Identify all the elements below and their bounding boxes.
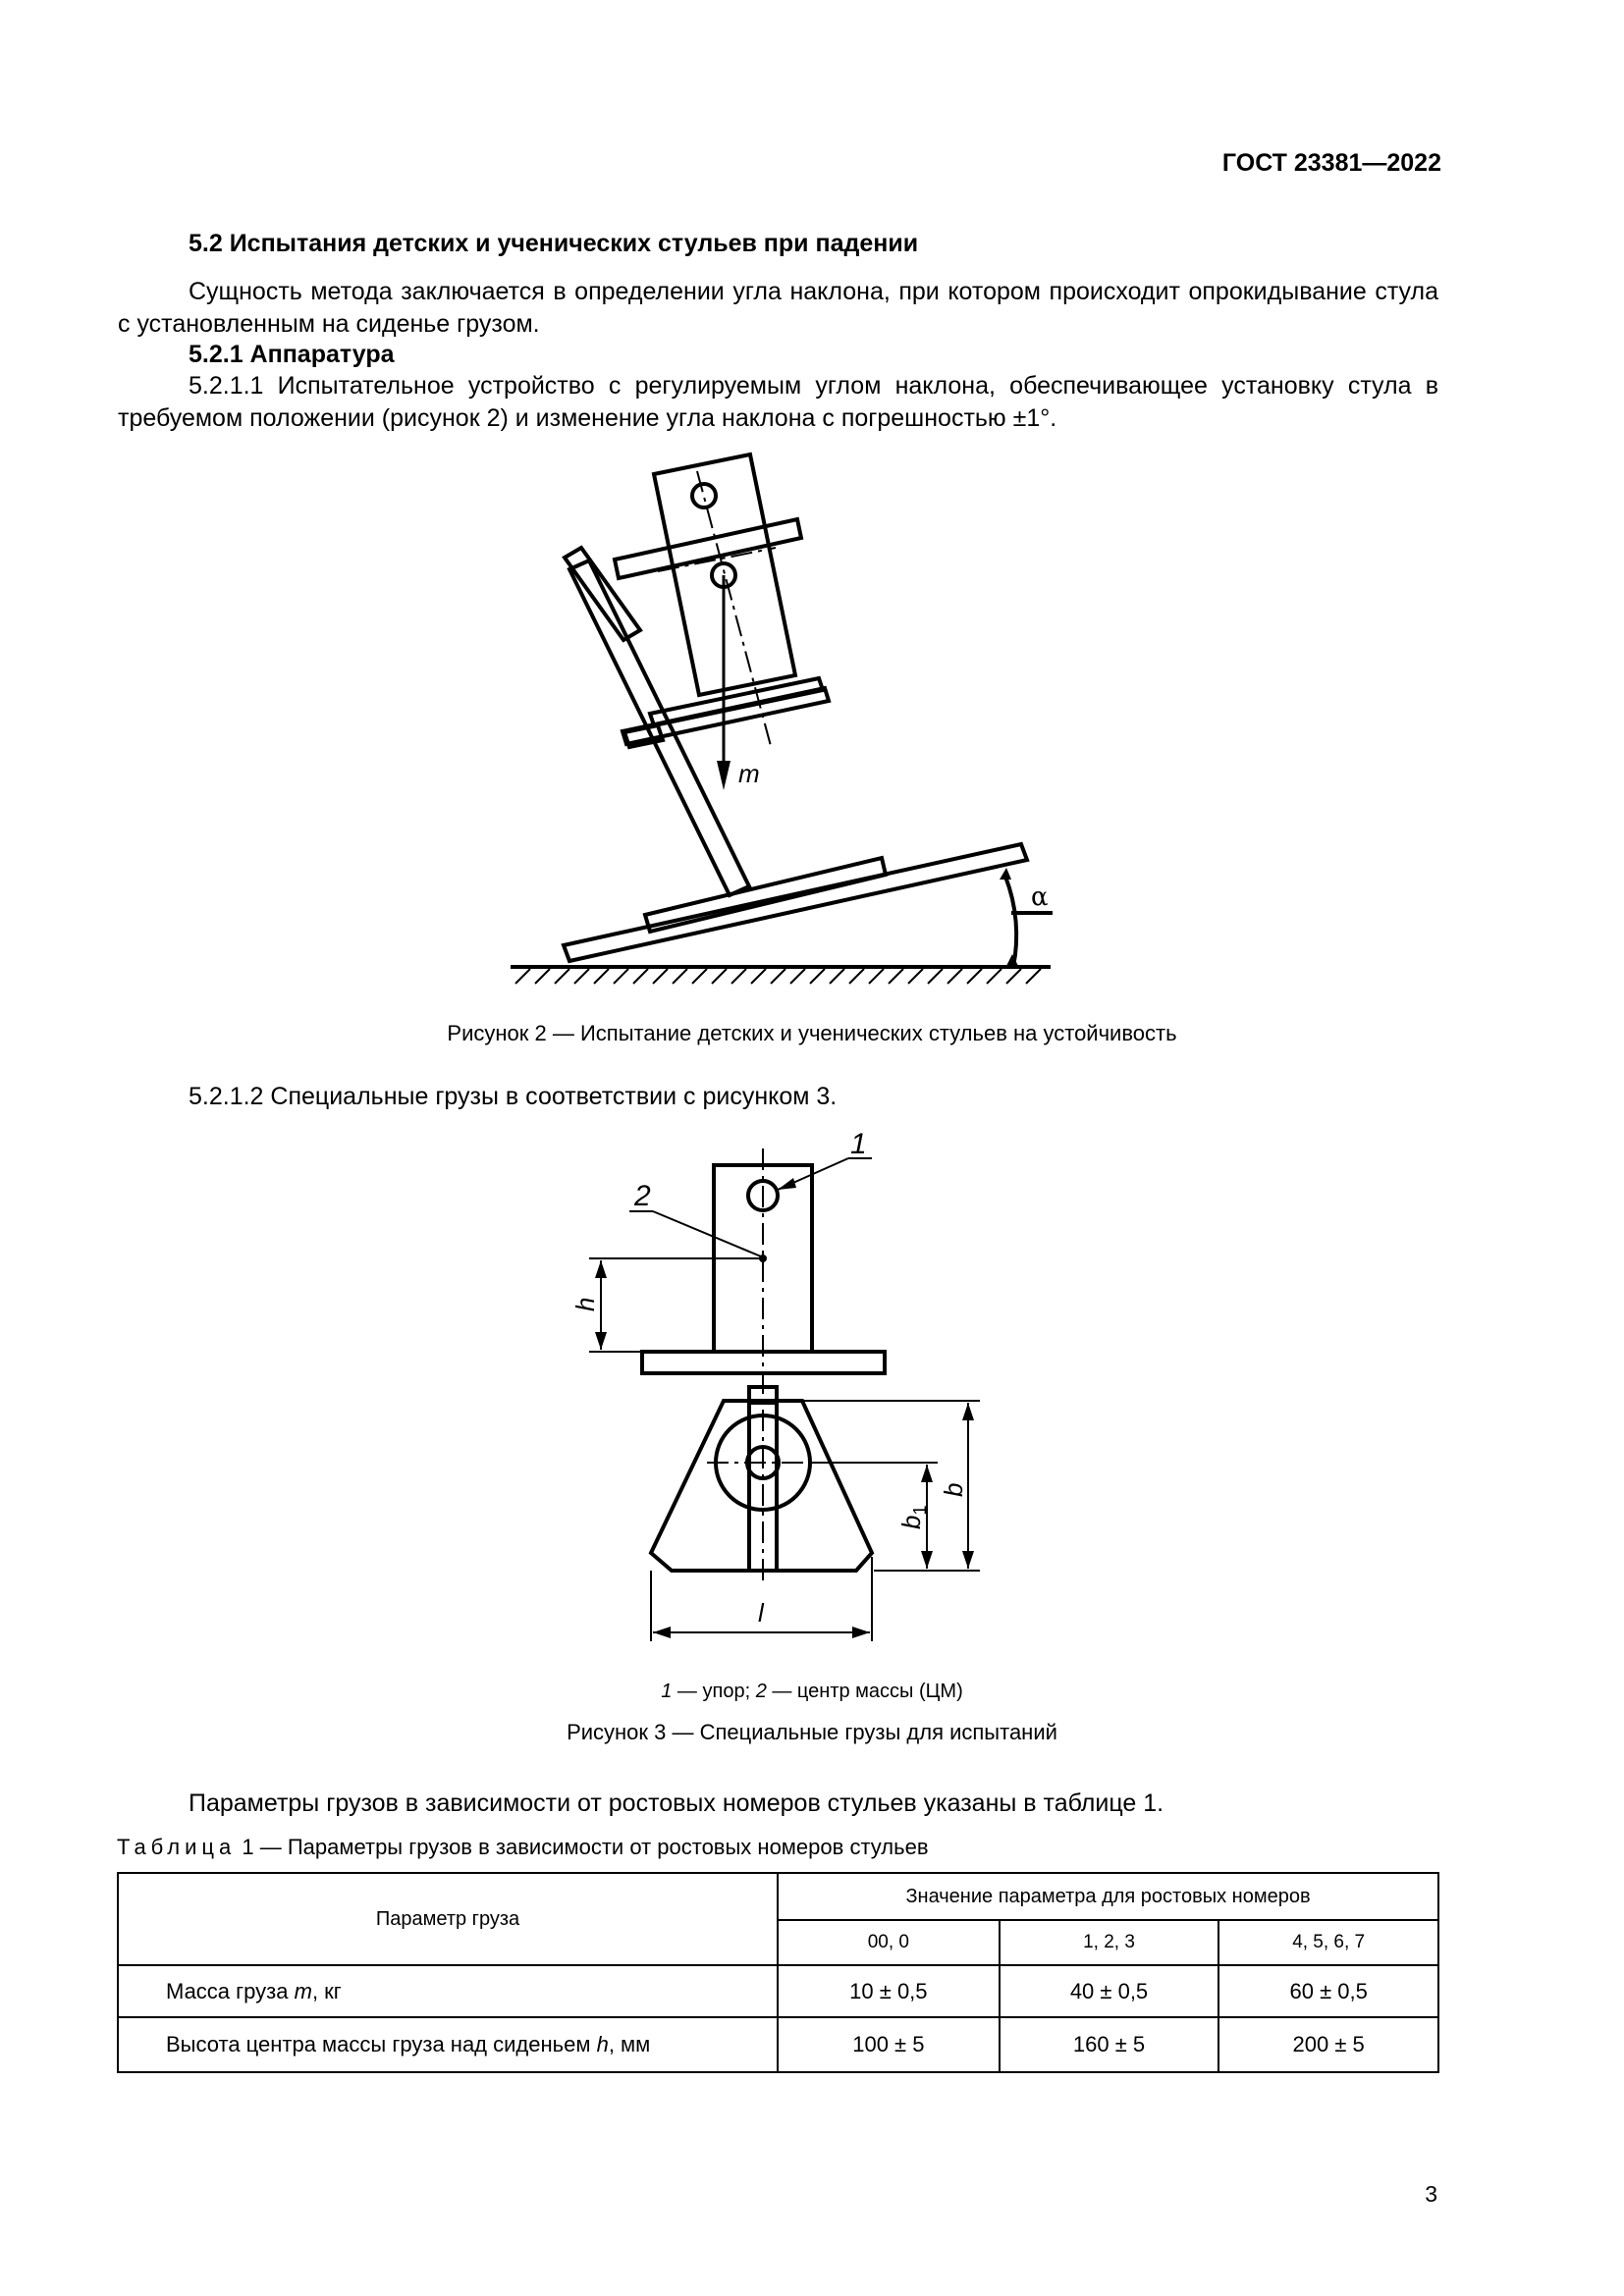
col-header-group: Значение параметра для ростовых номеров xyxy=(778,1873,1438,1920)
legend-num-1: 1 xyxy=(661,1681,673,1702)
figure-3-legend xyxy=(0,1681,1624,1703)
cell: 100 ± 5 xyxy=(778,2017,1000,2072)
paragraph-5212: 5.2.1.2 Специальные грузы в соответствии с рисунком 3. xyxy=(189,1083,838,1110)
label-1: 1 xyxy=(850,1128,867,1160)
table-1 xyxy=(117,1872,1439,2073)
trapezoid-support xyxy=(651,1401,872,1571)
standard-number: ГОСТ 23381—2022 xyxy=(1221,149,1441,177)
cell: 40 ± 0,5 xyxy=(1000,1965,1219,2017)
legend-num-2: 2 xyxy=(755,1681,767,1702)
params-paragraph: Параметры грузов в зависимости от ростовых номеров стульев указаны в таблице 1. xyxy=(189,1789,1164,1817)
cell: 10 ± 0,5 xyxy=(778,1965,1000,2017)
subsection-heading: 5.2.1 Аппаратура xyxy=(189,341,395,368)
legend-text-2: — центр массы (ЦМ) xyxy=(766,1681,963,1702)
sub-col-1: 1, 2, 3 xyxy=(1000,1920,1219,1965)
label-b1-main: b xyxy=(896,1515,926,1529)
label-b: b xyxy=(939,1482,968,1497)
label-b1 xyxy=(896,1506,930,1529)
table-row xyxy=(118,2017,1438,2072)
section-paragraph: Сущность метода заключается в определении угла наклона, при котором происходит опрокидывание стула с установленным на сиденье грузом. xyxy=(118,278,1438,338)
table-title-rest: 1 — Параметры грузов в зависимости от ростовых номеров стульев xyxy=(236,1835,929,1859)
row-label: Масса груза m, кг xyxy=(118,1965,778,2017)
table-1-title xyxy=(117,1835,929,1860)
alpha-label: α xyxy=(1031,882,1049,912)
figure-3-caption: Рисунок 3 — Специальные грузы для испытаний xyxy=(567,1720,1057,1744)
label-b1-sub: 1 xyxy=(910,1505,930,1516)
label-h: h xyxy=(570,1297,600,1311)
cell: 200 ± 5 xyxy=(1218,2017,1438,2072)
figure-2-caption: Рисунок 2 — Испытание детских и ученических стульев на устойчивость xyxy=(447,1021,1177,1045)
page-number: 3 xyxy=(1425,2181,1437,2207)
sub-col-0: 00, 0 xyxy=(778,1920,1000,1965)
row-label: Высота центра массы груза над сиденьем h, мм xyxy=(118,2017,778,2072)
col-header-param: Параметр груза xyxy=(118,1873,778,1965)
center-of-mass-dot xyxy=(759,1255,767,1262)
leader-2 xyxy=(653,1211,761,1256)
paragraph-5211: 5.2.1.1 Испытательное устройство с регулируемым углом наклона, обеспечивающее установку стула в требуемом положении (рисунок 2) и изменение угла наклона с погрешностью ±1°. xyxy=(118,372,1438,432)
cell: 60 ± 0,5 xyxy=(1218,1965,1438,2017)
label-l: l xyxy=(758,1598,764,1628)
table-title-word: Таблица xyxy=(117,1835,237,1859)
mass-label: m xyxy=(738,759,760,788)
legend-text-1: — упор; xyxy=(672,1681,756,1702)
section-heading: 5.2 Испытания детских и ученических стульев при падении xyxy=(189,230,919,257)
label-2: 2 xyxy=(634,1180,651,1212)
sub-col-2: 4, 5, 6, 7 xyxy=(1218,1920,1438,1965)
cell: 160 ± 5 xyxy=(1000,2017,1219,2072)
table-row xyxy=(118,1965,1438,2017)
